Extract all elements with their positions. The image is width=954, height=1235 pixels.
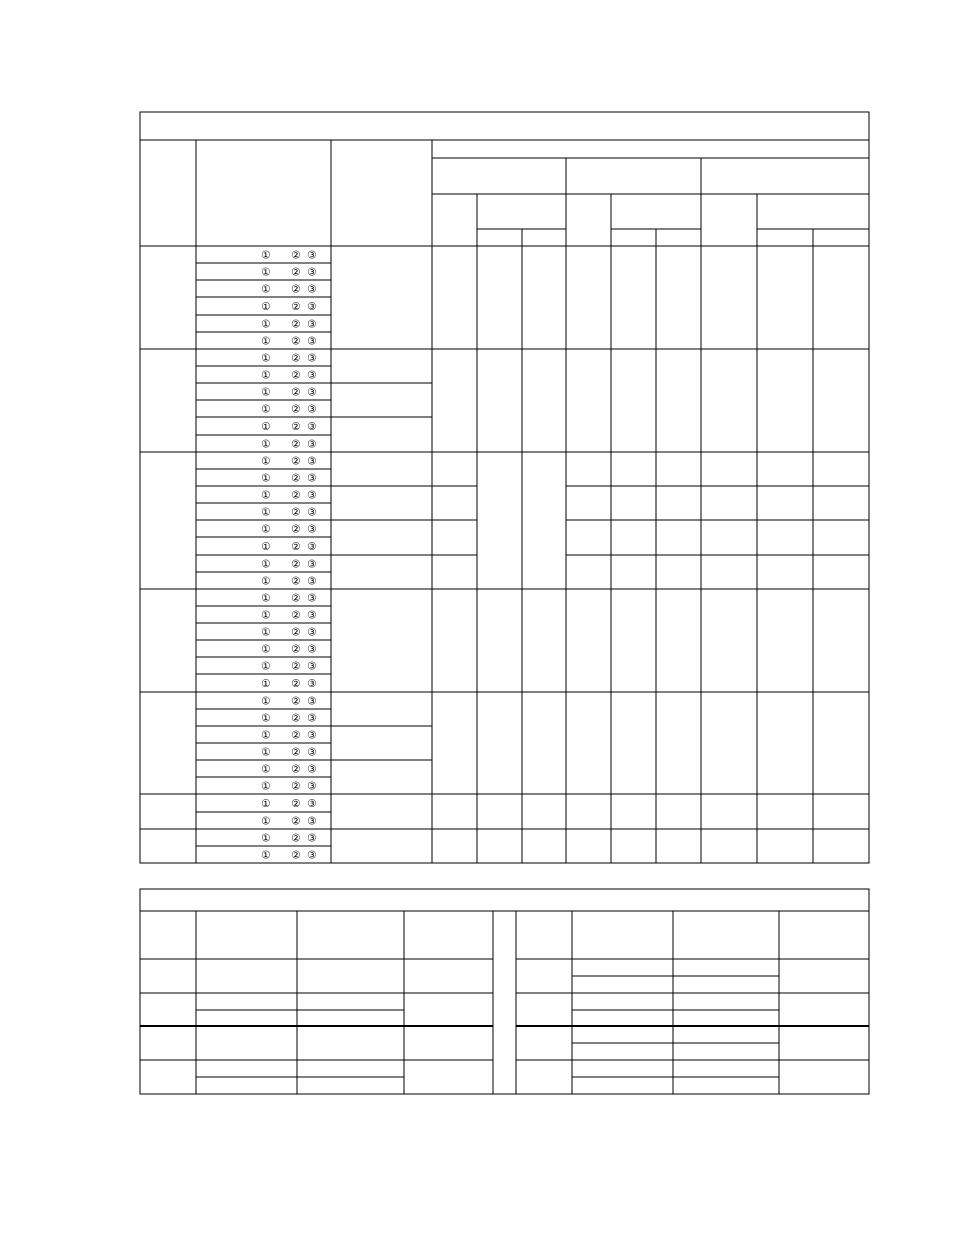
circled-mark-three: ③ <box>307 421 317 433</box>
circled-mark-one: ① <box>261 249 271 262</box>
circled-mark-one: ① <box>261 318 271 331</box>
circled-mark-three: ③ <box>307 318 317 331</box>
circled-mark-two: ② <box>291 421 301 433</box>
circled-mark-one: ① <box>261 506 271 519</box>
circled-mark-one: ① <box>261 660 271 673</box>
circled-mark-three: ③ <box>307 335 317 348</box>
circled-mark-two: ② <box>291 352 301 365</box>
circled-mark-two: ② <box>291 815 301 828</box>
circled-mark-one: ① <box>261 266 271 279</box>
circled-mark-three: ③ <box>307 746 317 759</box>
circled-mark-one: ① <box>261 780 271 793</box>
circled-mark-two: ② <box>291 472 301 485</box>
circled-mark-three: ③ <box>307 729 317 742</box>
circled-mark-two: ② <box>291 695 301 708</box>
upper-table-outer-border <box>140 112 869 863</box>
circled-mark-one: ① <box>261 489 271 502</box>
upper-evaluation-table <box>140 112 869 863</box>
circled-mark-three: ③ <box>307 249 317 262</box>
circled-mark-three: ③ <box>307 592 317 605</box>
circled-mark-two: ② <box>291 455 301 468</box>
circled-mark-two: ② <box>291 626 301 639</box>
circled-mark-two: ② <box>291 592 301 605</box>
circled-mark-one: ① <box>261 626 271 639</box>
circled-mark-three: ③ <box>307 798 317 810</box>
circled-mark-one: ① <box>261 301 271 313</box>
circled-mark-one: ① <box>261 763 271 776</box>
circled-mark-one: ① <box>261 421 271 433</box>
circled-mark-two: ② <box>291 832 301 845</box>
circled-mark-one: ① <box>261 678 271 690</box>
circled-mark-one: ① <box>261 403 271 416</box>
circled-mark-one: ① <box>261 695 271 708</box>
circled-mark-two: ② <box>291 729 301 742</box>
circled-mark-three: ③ <box>307 438 317 451</box>
circled-mark-one: ① <box>261 523 271 536</box>
circled-mark-two: ② <box>291 335 301 348</box>
circled-mark-one: ① <box>261 386 271 399</box>
circled-mark-three: ③ <box>307 386 317 399</box>
circled-mark-two: ② <box>291 403 301 416</box>
circled-mark-two: ② <box>291 678 301 690</box>
circled-mark-three: ③ <box>307 643 317 656</box>
circled-mark-one: ① <box>261 335 271 348</box>
circled-mark-three: ③ <box>307 575 317 588</box>
circled-mark-one: ① <box>261 592 271 605</box>
circled-mark-two: ② <box>291 763 301 776</box>
circled-mark-two: ② <box>291 780 301 793</box>
circled-mark-three: ③ <box>307 472 317 485</box>
circled-mark-two: ② <box>291 575 301 588</box>
circled-mark-two: ② <box>291 283 301 296</box>
circled-mark-one: ① <box>261 352 271 365</box>
circled-mark-two: ② <box>291 523 301 536</box>
circled-mark-three: ③ <box>307 712 317 725</box>
circled-mark-three: ③ <box>307 489 317 502</box>
circled-mark-three: ③ <box>307 403 317 416</box>
lower-table-outer-border <box>140 889 869 1094</box>
circled-mark-one: ① <box>261 849 271 862</box>
circled-mark-three: ③ <box>307 678 317 690</box>
circled-mark-three: ③ <box>307 609 317 622</box>
circled-mark-one: ① <box>261 541 271 553</box>
circled-mark-two: ② <box>291 609 301 622</box>
circled-mark-one: ① <box>261 832 271 845</box>
circled-mark-one: ① <box>261 455 271 468</box>
circled-mark-two: ② <box>291 798 301 810</box>
circled-mark-three: ③ <box>307 369 317 382</box>
circled-mark-one: ① <box>261 815 271 828</box>
circled-mark-two: ② <box>291 438 301 451</box>
circled-mark-one: ① <box>261 369 271 382</box>
circled-mark-three: ③ <box>307 455 317 468</box>
circled-mark-two: ② <box>291 301 301 313</box>
circled-mark-three: ③ <box>307 832 317 845</box>
circled-mark-three: ③ <box>307 352 317 365</box>
circled-mark-one: ① <box>261 729 271 742</box>
circled-mark-three: ③ <box>307 849 317 862</box>
circled-mark-one: ① <box>261 472 271 485</box>
circled-mark-two: ② <box>291 249 301 262</box>
circled-mark-two: ② <box>291 712 301 725</box>
circled-mark-one: ① <box>261 609 271 622</box>
circled-mark-one: ① <box>261 746 271 759</box>
circled-mark-three: ③ <box>307 283 317 296</box>
circled-mark-two: ② <box>291 643 301 656</box>
circled-mark-two: ② <box>291 541 301 553</box>
circled-mark-two: ② <box>291 489 301 502</box>
circled-mark-two: ② <box>291 660 301 673</box>
circled-mark-one: ① <box>261 558 271 571</box>
circled-mark-three: ③ <box>307 266 317 279</box>
circled-mark-one: ① <box>261 712 271 725</box>
circled-mark-two: ② <box>291 506 301 519</box>
circled-mark-three: ③ <box>307 695 317 708</box>
circled-mark-two: ② <box>291 849 301 862</box>
circled-mark-two: ② <box>291 318 301 331</box>
circled-mark-two: ② <box>291 558 301 571</box>
lower-summary-table <box>140 889 869 1094</box>
circled-mark-one: ① <box>261 438 271 451</box>
circled-mark-one: ① <box>261 283 271 296</box>
circled-mark-one: ① <box>261 798 271 810</box>
circled-mark-three: ③ <box>307 506 317 519</box>
circled-mark-three: ③ <box>307 763 317 776</box>
circled-mark-three: ③ <box>307 301 317 313</box>
circled-mark-two: ② <box>291 386 301 399</box>
circled-mark-three: ③ <box>307 523 317 536</box>
circled-mark-one: ① <box>261 643 271 656</box>
circled-mark-two: ② <box>291 369 301 382</box>
circled-mark-two: ② <box>291 266 301 279</box>
circled-mark-three: ③ <box>307 626 317 639</box>
circled-mark-three: ③ <box>307 541 317 553</box>
circled-mark-three: ③ <box>307 815 317 828</box>
circled-mark-two: ② <box>291 746 301 759</box>
circled-mark-three: ③ <box>307 660 317 673</box>
circled-mark-three: ③ <box>307 558 317 571</box>
circled-mark-three: ③ <box>307 780 317 793</box>
circled-mark-one: ① <box>261 575 271 588</box>
